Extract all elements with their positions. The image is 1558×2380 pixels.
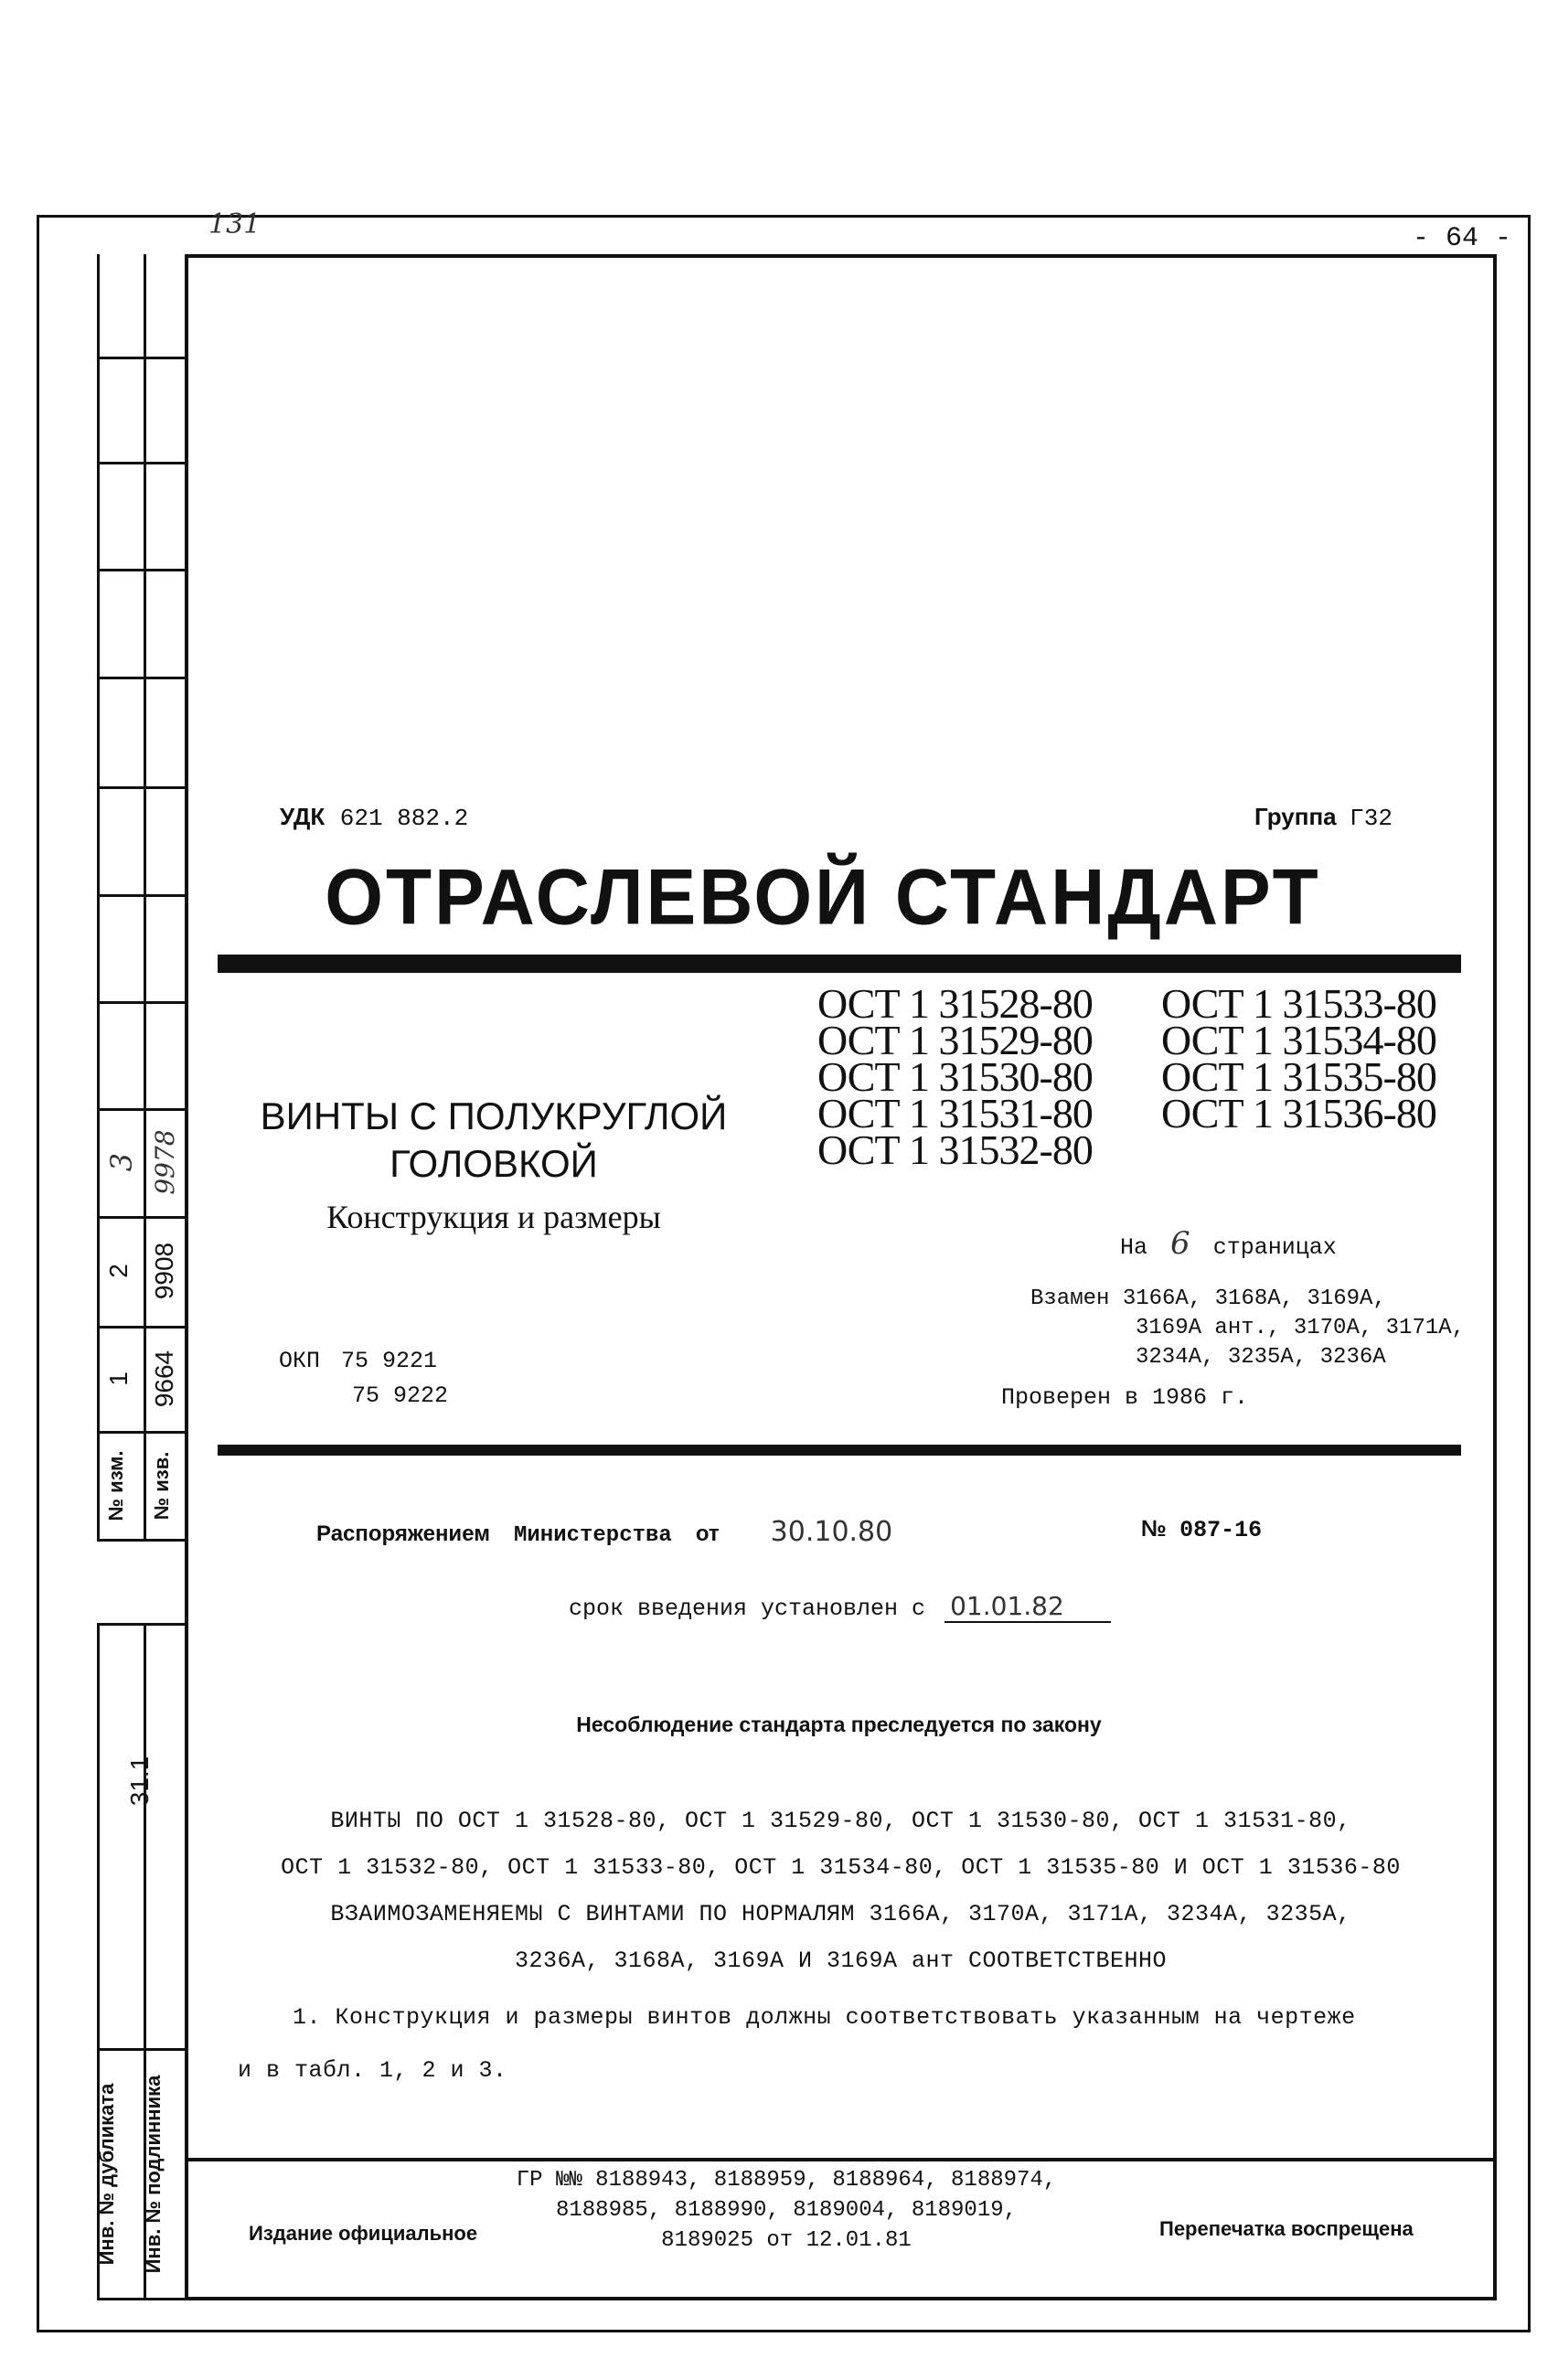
standard-item: ОСТ 1 31533-80 [1161,980,1436,1027]
main-frame [185,254,1497,2300]
stamp-line [97,1001,185,1004]
standard-item: ОСТ 1 31531-80 [817,1090,1093,1137]
okp-code: 75 9222 [352,1382,449,1409]
replaces-block [1030,1285,1465,1372]
stamp-change-1: 1 [104,1371,133,1386]
stamp-line [97,1108,185,1111]
original-inventory-number: 31.1 [125,1756,154,1807]
order-line [316,1516,892,1548]
stamp-line [97,894,185,897]
stamp-notice-9664: 9664 [150,1350,178,1408]
stamp-line [97,2048,185,2051]
page-number: - 64 - [1413,223,1512,254]
effective-date-line [569,1591,1111,1623]
body-line: ВЗАИМОЗАМЕНЯЕМЫ С ВИНТАМИ ПО НОРМАЛЯМ 3166А, 3170А, 3171А, 3234А, 3235А, [330,1901,1351,1927]
ministry-label: Министерства [513,1523,672,1548]
okp-code: 75 9221 [341,1348,438,1374]
product-subtitle: Конструкция и размеры [326,1199,661,1235]
stamp-notice-header: № изв. [150,1451,173,1521]
standards-left-column [817,980,1093,1173]
standard-item: ОСТ 1 31532-80 [817,1126,1093,1173]
group-label: Группа [1254,803,1337,830]
body-line: ВИНТЫ ПО ОСТ 1 31528-80, ОСТ 1 31529-80, ОСТ 1 31530-80, ОСТ 1 31531-80, [330,1808,1351,1834]
group-value: Г32 [1350,805,1393,832]
body-line: 3236А, 3168А, 3169А И 3169А ант СООТВЕТСТВЕННО [514,1948,1168,1974]
standard-item: ОСТ 1 31536-80 [1161,1090,1436,1137]
order-number: 087-16 [1179,1517,1263,1543]
udk-value: 621 882.2 [339,805,469,832]
stamp-line [97,677,185,679]
stamp-line [97,786,185,789]
corner-note: 131 [208,208,261,240]
okp-label: ОКП [279,1348,321,1374]
stamp-line [97,1216,185,1219]
stamp-notice-9908: 9908 [150,1242,178,1300]
replaces-line: 3169А ант., 3170А, 3171А, [1136,1316,1466,1340]
thick-rule-top [218,955,1461,973]
pages-prefix: На [1120,1234,1148,1261]
footer-divider [185,2158,1497,2161]
replaces-line: 3234А, 3235А, 3236А [1136,1345,1386,1370]
gr-registration [494,2165,1079,2256]
reprint-prohibited: Перепечатка воспрещена [1159,2217,1414,2240]
stamp-notice-9978: 9978 [150,1129,180,1195]
document-title: ОТРАСЛЕВОЙ СТАНДАРТ [325,853,1321,942]
product-name-line1: ВИНТЫ С ПОЛУКРУГЛОЙ [260,1094,728,1137]
effective-date: 01.01.82 [944,1591,1111,1623]
product-name-line2: ГОЛОВКОЙ [390,1142,598,1185]
original-inventory-label: Инв. № подлинника [142,2075,165,2274]
from-label: от [695,1521,720,1546]
standard-item: ОСТ 1 31530-80 [817,1053,1093,1100]
stamp-change-2: 2 [104,1264,133,1278]
pages-count: 6 [1170,1225,1190,1262]
udk [280,803,468,832]
effective-label: срок введения установлен с [569,1596,926,1622]
standard-item: ОСТ 1 31535-80 [1161,1053,1436,1100]
group [1254,803,1393,832]
checked-year: Проверен в 1986 г. [1001,1384,1249,1411]
standard-item: ОСТ 1 31528-80 [817,980,1093,1027]
order-label: Распоряжением [316,1521,490,1546]
pages-info [1120,1225,1337,1262]
body-line: ОСТ 1 31532-80, ОСТ 1 31533-80, ОСТ 1 31534-80, ОСТ 1 31535-80 И ОСТ 1 31536-80 [281,1854,1401,1881]
law-notice: Несоблюдение стандарта преследуется по закону [576,1713,1102,1736]
product-name [210,1093,777,1188]
stamp-line [97,462,185,464]
thick-rule-bottom [218,1445,1461,1456]
gr-line: ГР №№ 8188943, 8188959, 8188964, 8188974, [516,2168,1057,2193]
gr-line: 8188985, 8188990, 8189004, 8189019, [555,2198,1018,2223]
body-paragraph-1 [185,1798,1497,1984]
stamp-line [97,357,185,359]
standard-item: ОСТ 1 31529-80 [817,1017,1093,1063]
order-number-label: № [1141,1516,1167,1542]
official-edition: Издание официальное [249,2222,478,2245]
order-date: 30.10.80 [770,1516,893,1548]
stamp-line [97,569,185,571]
standards-right-column [1161,980,1436,1137]
duplicate-inventory-label: Инв. № дубликата [95,2083,118,2266]
standard-item: ОСТ 1 31534-80 [1161,1017,1436,1063]
body-paragraph-2-line2: и в табл. 1, 2 и 3. [238,2057,507,2084]
okp-block [279,1344,448,1414]
order-number-block [1141,1516,1262,1543]
gr-line: 8189025 от 12.01.81 [661,2228,912,2253]
stamp-change-3: 3 [104,1152,139,1172]
replaces-line: Взамен 3166А, 3168А, 3169А, [1030,1286,1386,1311]
udk-label: УДК [280,803,325,830]
pages-suffix: страницах [1212,1234,1337,1261]
stamp-change-header: № изм. [104,1450,127,1521]
body-paragraph-2-line1: 1. Конструкция и размеры винтов должны соответствовать указанным на чертеже [293,2004,1356,2031]
